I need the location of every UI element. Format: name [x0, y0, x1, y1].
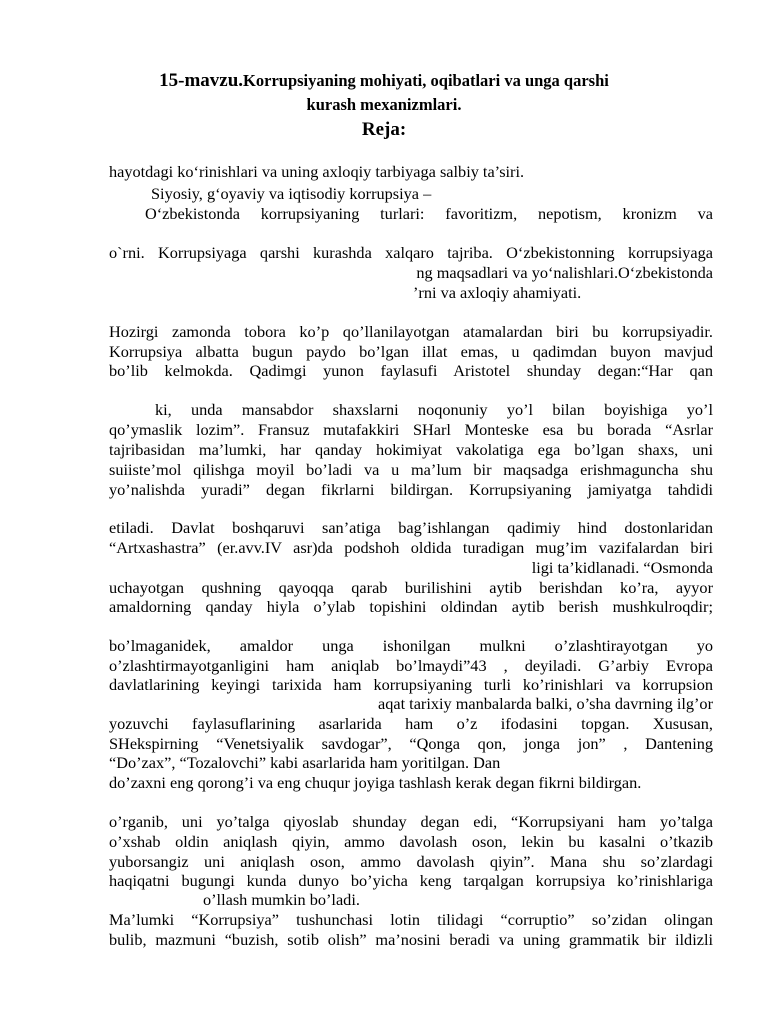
body-line: SHekspirning “Venetsiyalik savdogar”, “Qonga qon, jonga jon” , Dantening	[109, 734, 713, 753]
body-line: bulib, mazmuni “buzish, sotib olish” ma’nosini beradi va uning grammatik bir ildizli	[109, 930, 713, 949]
body-line: o’rganib, uni yo’talga qiyoslab shunday degan edi, “Korrupsiyani ham yo’talga	[109, 812, 713, 831]
plan-line-6: ’rni va axloqiy ahamiyati.	[413, 283, 582, 302]
body-line: Ma’lumki “Korrupsiya” tushunchasi lotin tilidagi “corruptio” so’zidan olingan	[109, 910, 713, 929]
body-line: yuborsangiz uni aniqlash oson, ammo davolash qiyin”. Mana shu so’zlardagi	[109, 852, 713, 871]
body-line: tajribasidan ma’lumki, har qanday hokimiyat vakolatiga ega bo’lgan shaxs, uni	[109, 440, 713, 459]
body-line: do’zaxni eng qorong’i va eng chuqur joyiga tashlash kerak degan fikrni bildirgan.	[109, 773, 642, 792]
body-line: “Do’zax”, “Tozalovchi” kabi asarlarida ham yoritilgan. Dan	[109, 753, 501, 772]
body-line: aqat tarixiy manbalarda balki, o’sha davrning ilg’or	[377, 694, 713, 713]
plan-line-3: O‘zbekistonda korrupsiyaning turlari: favoritizm, nepotism, kronizm va	[145, 204, 713, 223]
topic-number: 15-mavzu.	[159, 70, 244, 91]
body-line: etiladi. Davlat boshqaruvi san’atiga bag’ishlangan qadimiy hind dostonlaridan	[109, 518, 713, 537]
body-line: yozuvchi faylasuflarining asarlarida ham o’z ifodasini topgan. Xususan,	[109, 714, 713, 733]
body-line: davlatlarining keyingi tarixida ham korrupsiyaning turli ko’rinishlari va korrupsion	[109, 675, 713, 694]
topic-title-line-1	[0, 70, 768, 92]
body-line: yo’nalishda yuradi” degan fikrlarni bildirgan. Korrupsiyaning jamiyatga tahdidi	[109, 480, 713, 499]
body-line: uchayotgan qushning qayoqqa qarab burilishini aytib berishdan ko’ra, ayyor	[109, 578, 713, 597]
topic-title-text: Korrupsiyaning mohiyati, oqibatlari va unga qarshi	[243, 71, 609, 90]
plan-line-1: hayotdagi ko‘rinishlari va uning axloqiy tarbiyaga salbiy ta’siri.	[109, 162, 525, 181]
topic-title-line-2: kurash mexanizmlari.	[306, 95, 462, 114]
body-line: Hozirgi zamonda tobora ko’p qo’llanilayotgan atamalardan biri bu korrupsiyadir.	[109, 322, 713, 341]
body-line: haqiqatni bugungi kunda dunyo bo’yicha keng tarqalgan korrupsiya ko’rinishlariga	[109, 871, 713, 890]
body-line: Korrupsiya albatta bugun paydo bo’lgan illat emas, u qadimdan buyon mavjud	[109, 342, 713, 361]
body-line: bo’lmaganidek, amaldor unga ishonilgan mulkni o’zlashtirayotgan yo	[109, 636, 713, 655]
body-line: suiiste’mol qilishga moyil bo’ladi va u ma’lum bir maqsadga erishmaguncha shu	[109, 460, 713, 479]
plan-line-4: o`rni. Korrupsiyaga qarshi kurashda xalqaro tajriba. O‘zbekistonning korrupsiyaga	[109, 243, 713, 262]
body-line: ligi ta’kidlanadi. “Osmonda	[531, 558, 713, 577]
body-line: o’xshab oldin aniqlash qiyin, ammo davolash oson, lekin bu kasalni o’tkazib	[109, 832, 713, 851]
body-line: bo’lib kelmokda. Qadimgi yunon faylasufi Aristotel shunday degan:“Har qan	[109, 361, 713, 380]
plan-line-2: Siyosiy, g‘oyaviy va iqtisodiy korrupsiya –	[151, 184, 432, 203]
body-line: ki, unda mansabdor shaxslarni noqonuniy yo’l bilan boyishiga yo’l	[155, 400, 713, 419]
plan-line-5: ng maqsadlari va yo‘nalishlari.O‘zbekistonda	[416, 263, 713, 282]
body-line: o’llash mumkin bo’ladi.	[203, 890, 360, 909]
plan-heading: Reja:	[361, 119, 407, 140]
body-line: qo’ymaslik lozim”. Fransuz mutafakkiri SHarl Monteske esa bu borada “Asrlar	[109, 420, 713, 439]
body-line: “Artxashastra” (er.avv.IV asr)da podshoh oldida turadigan mug’im vazifalardan biri	[109, 538, 713, 557]
body-line: o’zlashtirmayotganligini ham aniqlab bo’lmaydi”43 , deyiladi. G’arbiy Evropa	[109, 656, 713, 675]
body-line: amaldorning qanday hiyla o’ylab topishini oldindan aytib berish mushkulroqdir;	[109, 597, 713, 616]
